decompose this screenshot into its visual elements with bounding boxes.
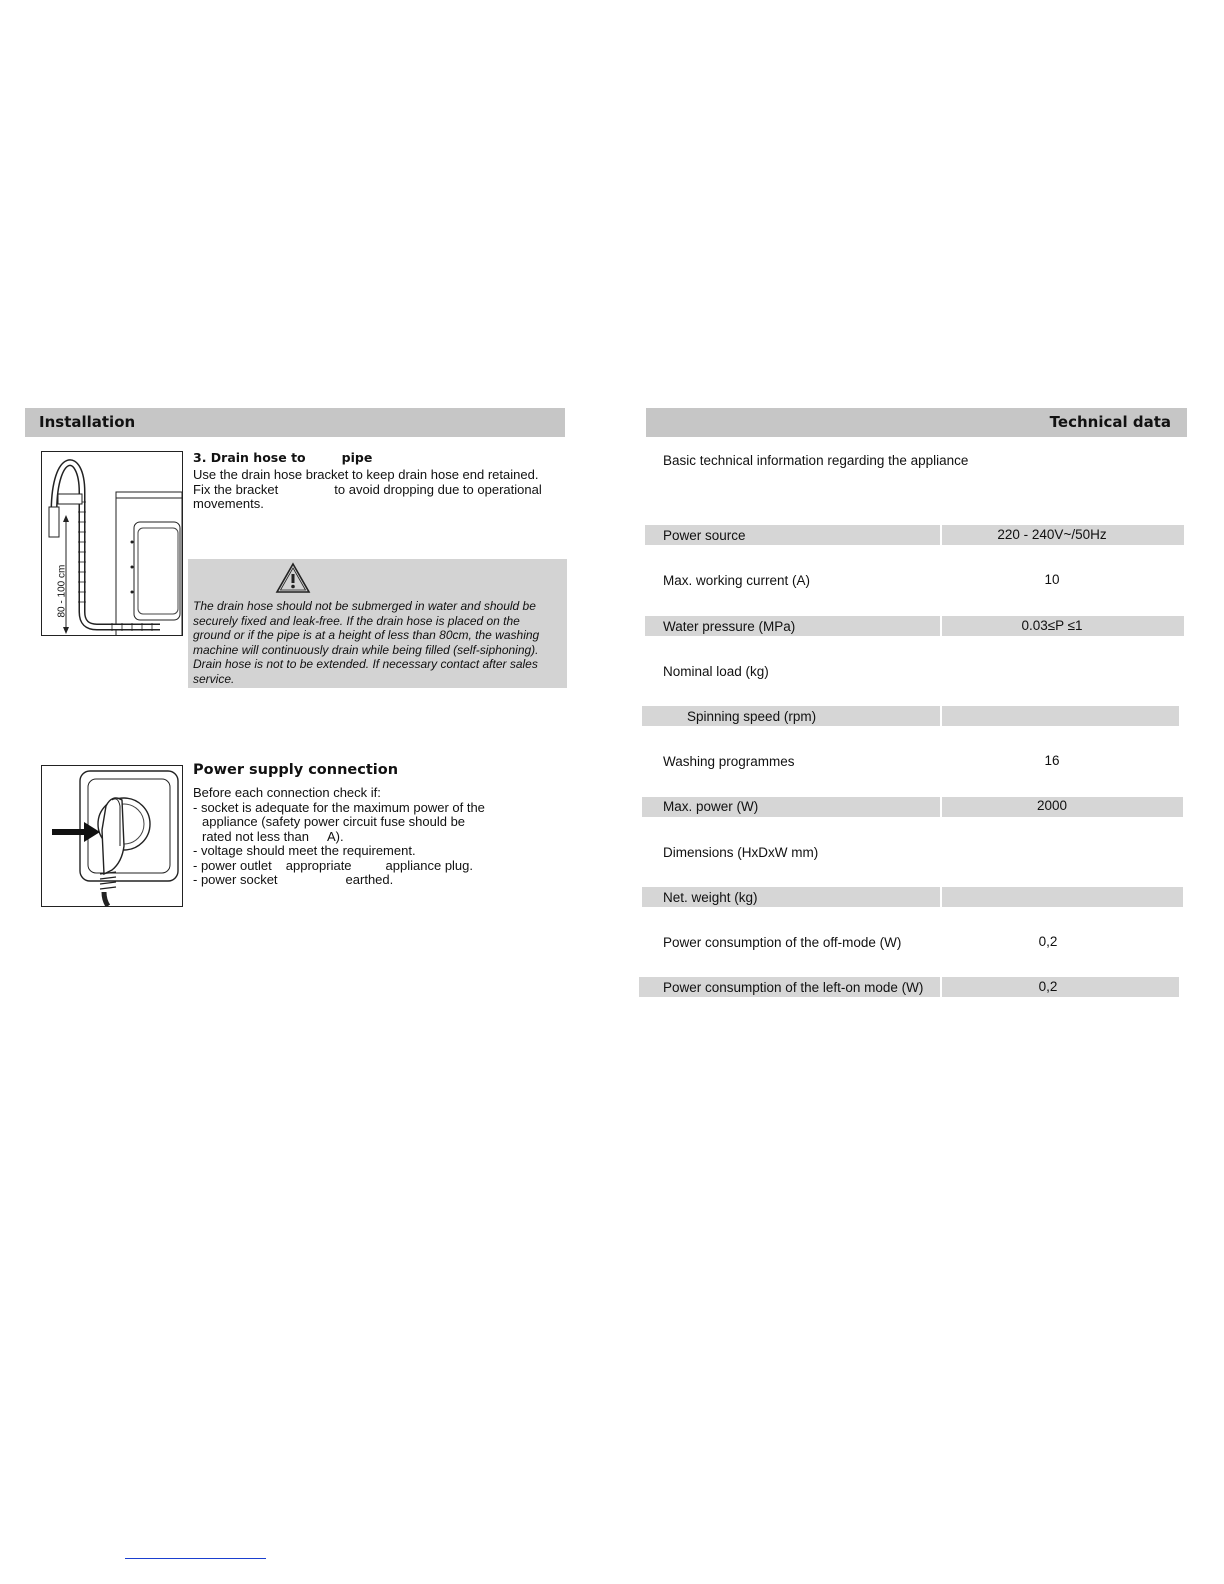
drain-line-1: Use the drain hose bracket to keep drain hose end retained. [193,467,539,482]
warning-line: Drain hose is not to be extended. If necessary contact after sales [193,657,538,671]
technical-data-title: Technical data [1049,413,1171,431]
drain-title [193,450,372,465]
power-line-3b: A). [326,828,344,844]
power-line-1: - socket is adequate for the maximum power of the [193,799,485,815]
power-intro: Before each connection check if: [193,785,381,800]
warning-text [193,599,565,686]
drain-line-2 [193,483,563,498]
table-row-value-bg [942,706,1179,726]
table-row-value-bg [942,887,1183,907]
spec-value: 220 - 240V~/50Hz [997,527,1107,542]
power-title: Power supply connection [193,762,399,778]
drain-text [193,468,563,512]
drain-line-2a: Fix the bracket [193,481,279,497]
spec-label: Spinning speed (rpm) [687,709,817,724]
spec-value: 0,2 [1038,979,1058,994]
spec-label: Max. power (W) [663,799,759,814]
spec-label: Washing programmes [663,754,795,769]
warning-icon [275,562,311,594]
spec-value: 2000 [1036,798,1068,813]
warning-box [188,559,567,688]
power-socket-figure [41,765,183,907]
warning-line: ground or if the pipe is at a height of less than 80cm, the washing [193,628,540,642]
spec-value: 0.03≤P ≤1 [1021,618,1083,633]
warning-line: machine will continuously drain while being filled (self-siphoning). [193,642,539,657]
installation-header [25,408,565,437]
warning-line: The drain hose should not be submerged in water and should be [193,599,536,613]
spec-label: Max. working current (A) [663,573,811,588]
power-line-5 [193,859,563,874]
drain-hose-figure [41,451,183,636]
power-text [193,786,563,888]
warning-line: service. [193,671,235,686]
power-line-5c: appliance plug. [385,857,474,873]
spec-label: Net. weight (kg) [663,890,758,905]
drain-title-part1: 3. Drain hose to [193,450,306,465]
spec-label: Nominal load (kg) [663,664,769,679]
installation-title: Installation [39,413,136,431]
footer-link-underline[interactable] [125,1558,266,1559]
power-line-4: - voltage should meet the requirement. [193,843,416,858]
spec-label: Dimensions (HxDxW mm) [663,845,819,860]
power-line-5a: - power outlet [193,857,272,873]
power-line-5b: appropriate [285,857,352,873]
spec-label: Power consumption of the off-mode (W) [663,935,902,950]
tech-intro: Basic technical information regarding the appliance [663,453,969,468]
technical-data-header [646,408,1187,437]
power-line-3 [193,830,563,845]
spec-value: 16 [1044,753,1060,768]
power-line-6b: earthed. [345,872,394,887]
drain-title-part2: pipe [341,450,373,465]
drain-line-3: movements. [193,496,264,511]
spec-value: 0,2 [1038,934,1058,949]
power-line-6a: - power socket [193,872,278,887]
power-line-3a: rated not less than [202,828,309,844]
spec-label: Power consumption of the left-on mode (W) [663,980,924,995]
spec-label: Water pressure (MPa) [663,619,796,634]
figure-height-label: 80 - 100 cm [56,564,68,618]
spec-value: 10 [1044,572,1060,587]
plug-socket-illustration [42,766,182,906]
power-line-2: appliance (safety power circuit fuse should be [202,814,466,829]
warning-line: securely fixed and leak-free. If the drain hose is placed on the [193,613,520,628]
drain-line-2b: to avoid dropping due to operational [334,481,542,497]
power-line-6 [193,873,563,888]
spec-label: Power source [663,528,746,543]
